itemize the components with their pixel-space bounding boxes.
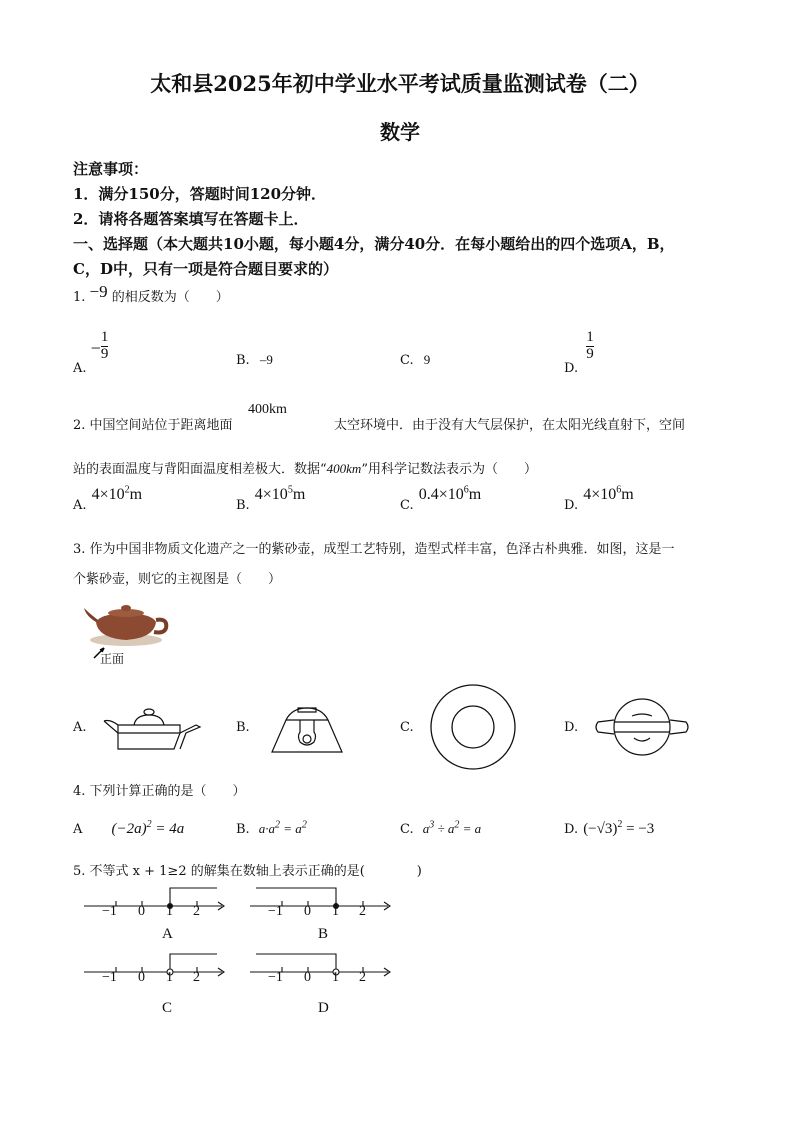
tick-label: 0 [138,904,145,919]
number-line-b-label: B [318,926,329,942]
exam-title: 太和县2025年初中学业水平考试质量监测试卷（二） [150,71,650,96]
tick-label: −1 [268,904,283,919]
q4-option-d[interactable]: D. $(-√3)^2 = -3$ [564,819,655,837]
q2-option-d[interactable]: $_{D.}$ $4\times 10^6m$ [564,484,634,513]
front-label: 正面 [100,652,125,666]
q3-option-a-label[interactable]: A. [73,720,87,735]
tick-label: 1 [332,904,339,919]
tick-label: 1 [166,904,173,919]
question-number: 1. [73,290,86,305]
q5-text: 5. 不等式 x + 1≥2 的解集在数轴上表示正确的是( ) [73,864,422,879]
tick-label: 1 [166,970,173,985]
number-line-a-label: A [162,926,173,942]
tick-label: −1 [102,970,117,985]
q2-option-c[interactable]: $_{C.}$ $0.4\times 10^6m$ [400,484,482,513]
exam-subject: 数学 [380,120,420,144]
question-1 [73,282,229,306]
tick-label: 2 [193,970,200,985]
q3-line2: 个紫砂壶，则它的主视图是（ ） [73,572,282,587]
fraction: $\frac{1}{9}$ [586,329,594,362]
q1-option-a[interactable]: A. − $\frac{1}{9}$ [73,329,109,376]
q1-option-c[interactable]: C. 9 [400,352,431,368]
q4-option-c[interactable]: C. $a^3 \div a^2 = a$ [400,819,482,837]
q2-option-b[interactable]: $_{B.}$ $4\times 10^5m$ [236,484,306,513]
tick-label: 0 [304,904,311,919]
teapot-photo [80,592,170,667]
section-heading-line1: 一、选择题（本大题共10小题，每小题4分，满分40分．在每小题给出的四个选项A，B， [73,235,675,253]
q1-option-b[interactable]: B. –9 [236,352,273,368]
section-heading-line2: C，D中，只有一项是符合题目要求的） [73,260,338,278]
tick-label: −1 [268,970,283,985]
number-line-d-label: D [318,1000,329,1016]
tick-label: 2 [193,904,200,919]
question-expr: −9 [89,282,108,301]
q4-option-b[interactable]: B. $a\cdot a^2 = a^2$ [236,819,307,837]
q2-line2: 站的表面温度与背阳面温度相差极大．数据“400km”用科学记数法表示为（ ） [73,461,537,477]
tick-label: 2 [359,904,366,919]
q2-line1-a: 2. 中国空间站位于距离地面 [73,418,233,433]
teapot-option-c-figure[interactable] [428,682,518,772]
tick-label: 1 [332,970,339,985]
q2-line1-b: 太空环境中．由于没有大气层保护，在太阳光线直射下，空间 [334,418,686,433]
q4-text: 4. 下列计算正确的是（ ） [73,784,246,799]
question-text: 的相反数为（ ） [111,290,229,305]
tick-label: 2 [359,970,366,985]
q3-option-d-label[interactable]: D. [564,720,579,735]
q4-option-a[interactable]: A $(-2a)^2 = 4a$ [73,819,185,837]
teapot-option-b-figure[interactable] [262,698,352,760]
teapot-option-d-figure[interactable] [592,692,692,762]
tick-label: 0 [138,970,145,985]
q1-option-d[interactable]: D. $\frac{1}{9}$ [564,329,594,376]
q2-distance: 400km [248,402,287,417]
notice-item-2: 2．请将各题答案填写在答题卡上． [73,210,309,228]
tick-label: −1 [102,904,117,919]
teapot-option-a-figure[interactable] [100,703,205,755]
q3-line1: 3. 作为中国非物质文化遗产之一的紫砂壶，成型工艺特别，造型式样丰富，色泽古朴典雅．如图，这是一 [73,542,675,557]
q2-option-a[interactable]: $_{A.}$ $4\times 10^2m$ [73,484,143,513]
number-line-c-label: C [162,1000,173,1016]
q3-option-b-label[interactable]: B. [236,720,250,735]
tick-label: 0 [304,970,311,985]
q3-option-c-label[interactable]: C. [400,720,414,735]
fraction: $\frac{1}{9}$ [100,329,109,362]
notice-heading: 注意事项： [73,160,149,178]
notice-item-1: 1．满分150分，答题时间120分钟． [73,185,327,203]
